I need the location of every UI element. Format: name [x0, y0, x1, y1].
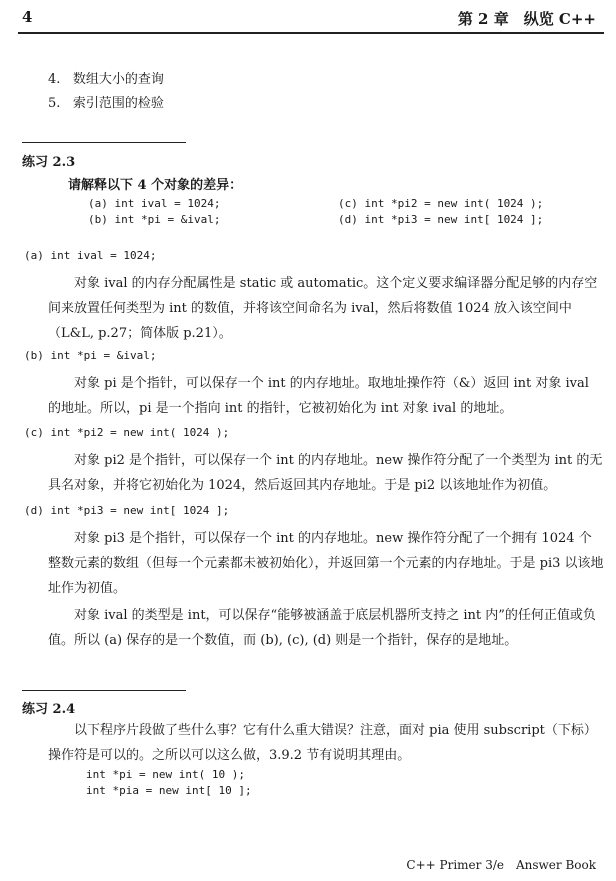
page-number: 4 — [22, 8, 33, 26]
footer-text: C++ Primer 3/e Answer Book — [406, 858, 596, 872]
list-item-number: 4. — [48, 72, 61, 87]
answer-code-c: (c) int *pi2 = new int( 1024 ); — [24, 426, 230, 439]
list-item-text: 索引范围的检验 — [72, 96, 164, 111]
answer-code-d: (d) int *pi3 = new int[ 1024 ]; — [24, 504, 230, 517]
answer-text-c: 对象 pi2 是个指针，可以保存一个 int 的内存地址。new 操作符分配了一个类型为 int 的无具名对象，并将它初始化为 1024，然后返回其内存地址。于是 pi2 以该地址作为初值。 — [48, 453, 603, 493]
list-item-text: 数组大小的查询 — [72, 72, 164, 87]
list-item-number: 5. — [48, 96, 61, 111]
exercise-prompt: 以下程序片段做了些什么事？它有什么重大错误？注意，面对 pia 使用 subscript（下标）操作符是可以的。之所以可以这么做，3.9.2 节有说明其理由。 — [48, 723, 597, 763]
option-a: (a) int ival = 1024; — [88, 197, 221, 210]
section-rule — [22, 690, 186, 691]
option-d: (d) int *pi3 = new int[ 1024 ]; — [338, 213, 544, 226]
answer-text-a: 对象 ival 的内存分配属性是 static 或 automatic。这个定义要求编译器分配足够的内存空间来放置任何类型为 int 的数值，并将该空间命名为 ival，然后将数值 1024 放入该空间中（L&L, p.27；简体版 p.21）。 — [48, 276, 598, 341]
answer-text-d: 对象 pi3 是个指针，可以保存一个 int 的内存地址。new 操作符分配了一个拥有 1024 个整数元素的数组（但每一个元素都未被初始化），并返回第一个元素的内存地址。于是 pi3 以该地址作为初值。 — [48, 531, 604, 596]
exercise-title: 练习 2.3 — [22, 155, 76, 170]
exercise-prompt: 请解释以下 4 个对象的差异： — [68, 178, 243, 193]
exercise-title: 练习 2.4 — [22, 702, 76, 717]
header-rule — [18, 32, 604, 34]
list-item — [48, 68, 164, 87]
answer-code-a: (a) int ival = 1024; — [24, 249, 157, 262]
section-rule — [22, 142, 186, 143]
code-line: int *pia = new int[ 10 ]; — [86, 784, 252, 797]
option-b: (b) int *pi = &ival; — [88, 213, 221, 226]
chapter-title: 第 2 章 纵览 C++ — [457, 10, 596, 28]
summary-text: 对象 ival 的类型是 int，可以保存“能够被涵盖于底层机器所支持之 int 内”的任何正值或负值。所以 (a) 保存的是一个数值，而 (b), (c), (d) 则是一个指针，保存的是地址。 — [48, 608, 596, 648]
code-line: int *pi = new int( 10 ); — [86, 768, 245, 781]
answer-code-b: (b) int *pi = &ival; — [24, 349, 157, 362]
answer-text-b: 对象 pi 是个指针，可以保存一个 int 的内存地址。取地址操作符（&）返回 int 对象 ival 的地址。所以，pi 是一个指向 int 的指针，它被初始化为 int 对象 ival 的地址。 — [48, 376, 589, 416]
option-c: (c) int *pi2 = new int( 1024 ); — [338, 197, 544, 210]
list-item — [48, 92, 164, 111]
